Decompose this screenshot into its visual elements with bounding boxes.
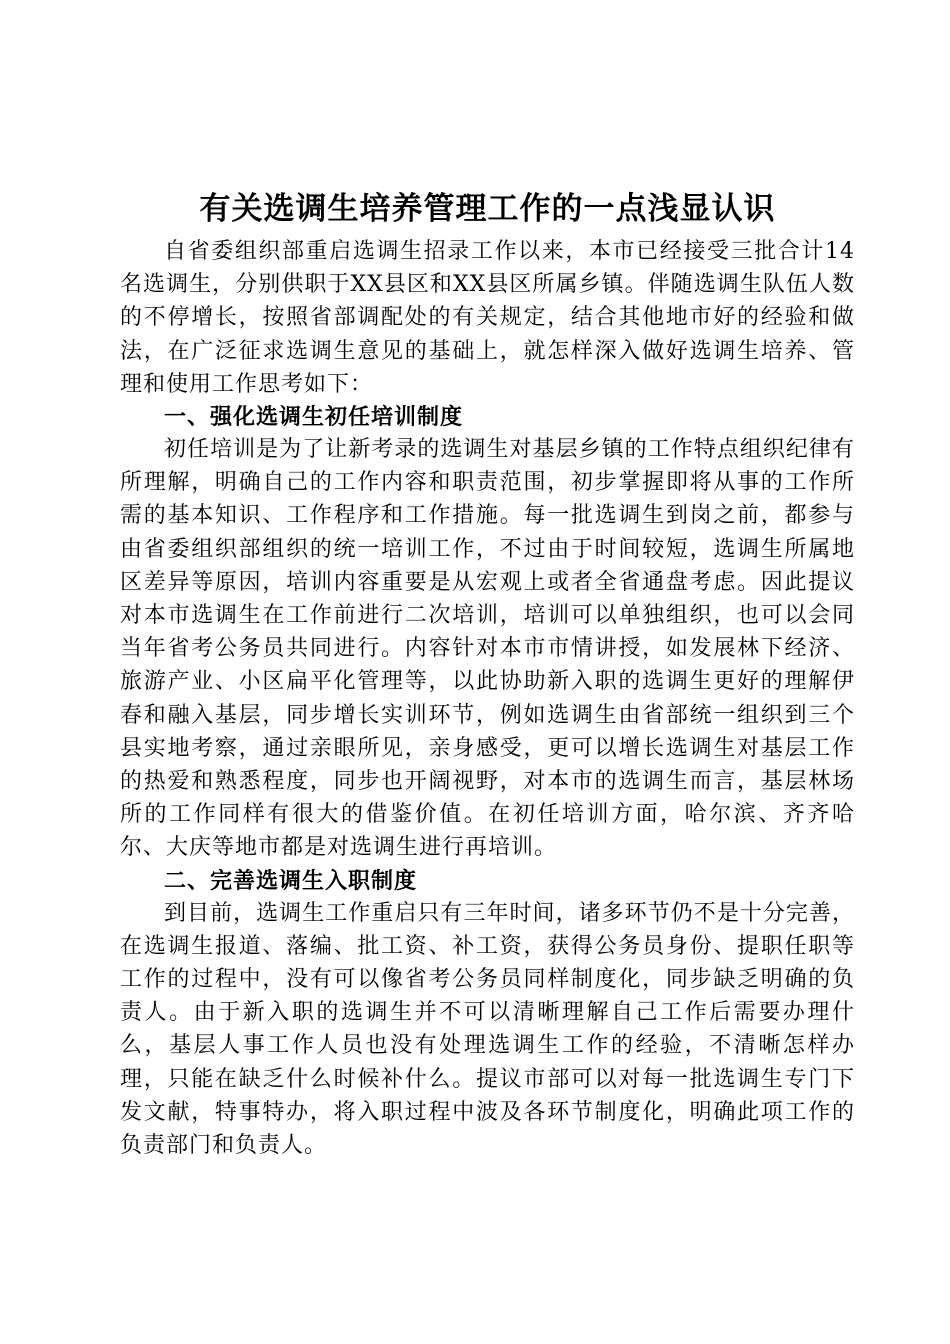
section-body: 初任培训是为了让新考录的选调生对基层乡镇的工作特点组织纪律有所理解，明确自己的工作内容和职责范围，初步掌握即将从事的工作所需的基本知识、工作程序和工作措施。每一批选调生到岗之前，都参与由省委组织部组织的统一培训工作，不过由于时间较短，选调生所属地区差异等原因，培训内容重要是从宏观上或者全省通盘考虑。因此提议对本市选调生在工作前进行二次培训，培训可以单独组织，也可以会同当年省考公务员共同进行。内容针对本市市情讲授，如发展林下经济、旅游产业、小区扁平化管理等，以此协助新入职的选调生更好的理解伊春和融入基层，同步增长实训环节，例如选调生由省部统一组织到三个县实地考察，通过亲眼所见，亲身感受，更可以增长选调生对基层工作的热爱和熟悉程度，同步也开阔视野，对本市的选调生而言，基层林场所的工作同样有很大的借鉴价值。在初任培训方面，哈尔滨、齐齐哈尔、大庆等地市都是对选调生进行再培训。 xyxy=(120,437,855,861)
document-page xyxy=(120,183,855,1162)
section-heading: 二、完善选调生入职制度 xyxy=(164,867,418,894)
intro-paragraph: 自省委组织部重启选调生招录工作以来，本市已经接受三批合计14名选调生，分别供职于XX县区和XX县区所属乡镇。伴随选调生队伍人数的不停增长，按照省部调配处的有关规定，结合其他地市好的经验和做法，在广泛征求选调生意见的基础上，就怎样深入做好选调生培养、管理和使用工作思考如下： xyxy=(120,239,855,397)
section-body: 到目前，选调生工作重启只有三年时间，诸多环节仍不是十分完善，在选调生报道、落编、批工资、补工资，获得公务员身份、提职任职等工作的过程中，没有可以像省考公务员同样制度化，同步缺乏明确的负责人。由于新入职的选调生并不可以清晰理解自己工作后需要办理什么，基层人事工作人员也没有处理选调生工作的经验，不清晰怎样办理，只能在缺乏什么时候补什么。提议市部可以对每一批选调生专门下发文献，特事特办，将入职过程中波及各环节制度化，明确此项工作的负责部门和负责人。 xyxy=(120,900,855,1159)
section-heading: 一、强化选调生初任培训制度 xyxy=(164,404,464,431)
document-title: 有关选调生培养管理工作的一点浅显认识 xyxy=(199,191,776,227)
